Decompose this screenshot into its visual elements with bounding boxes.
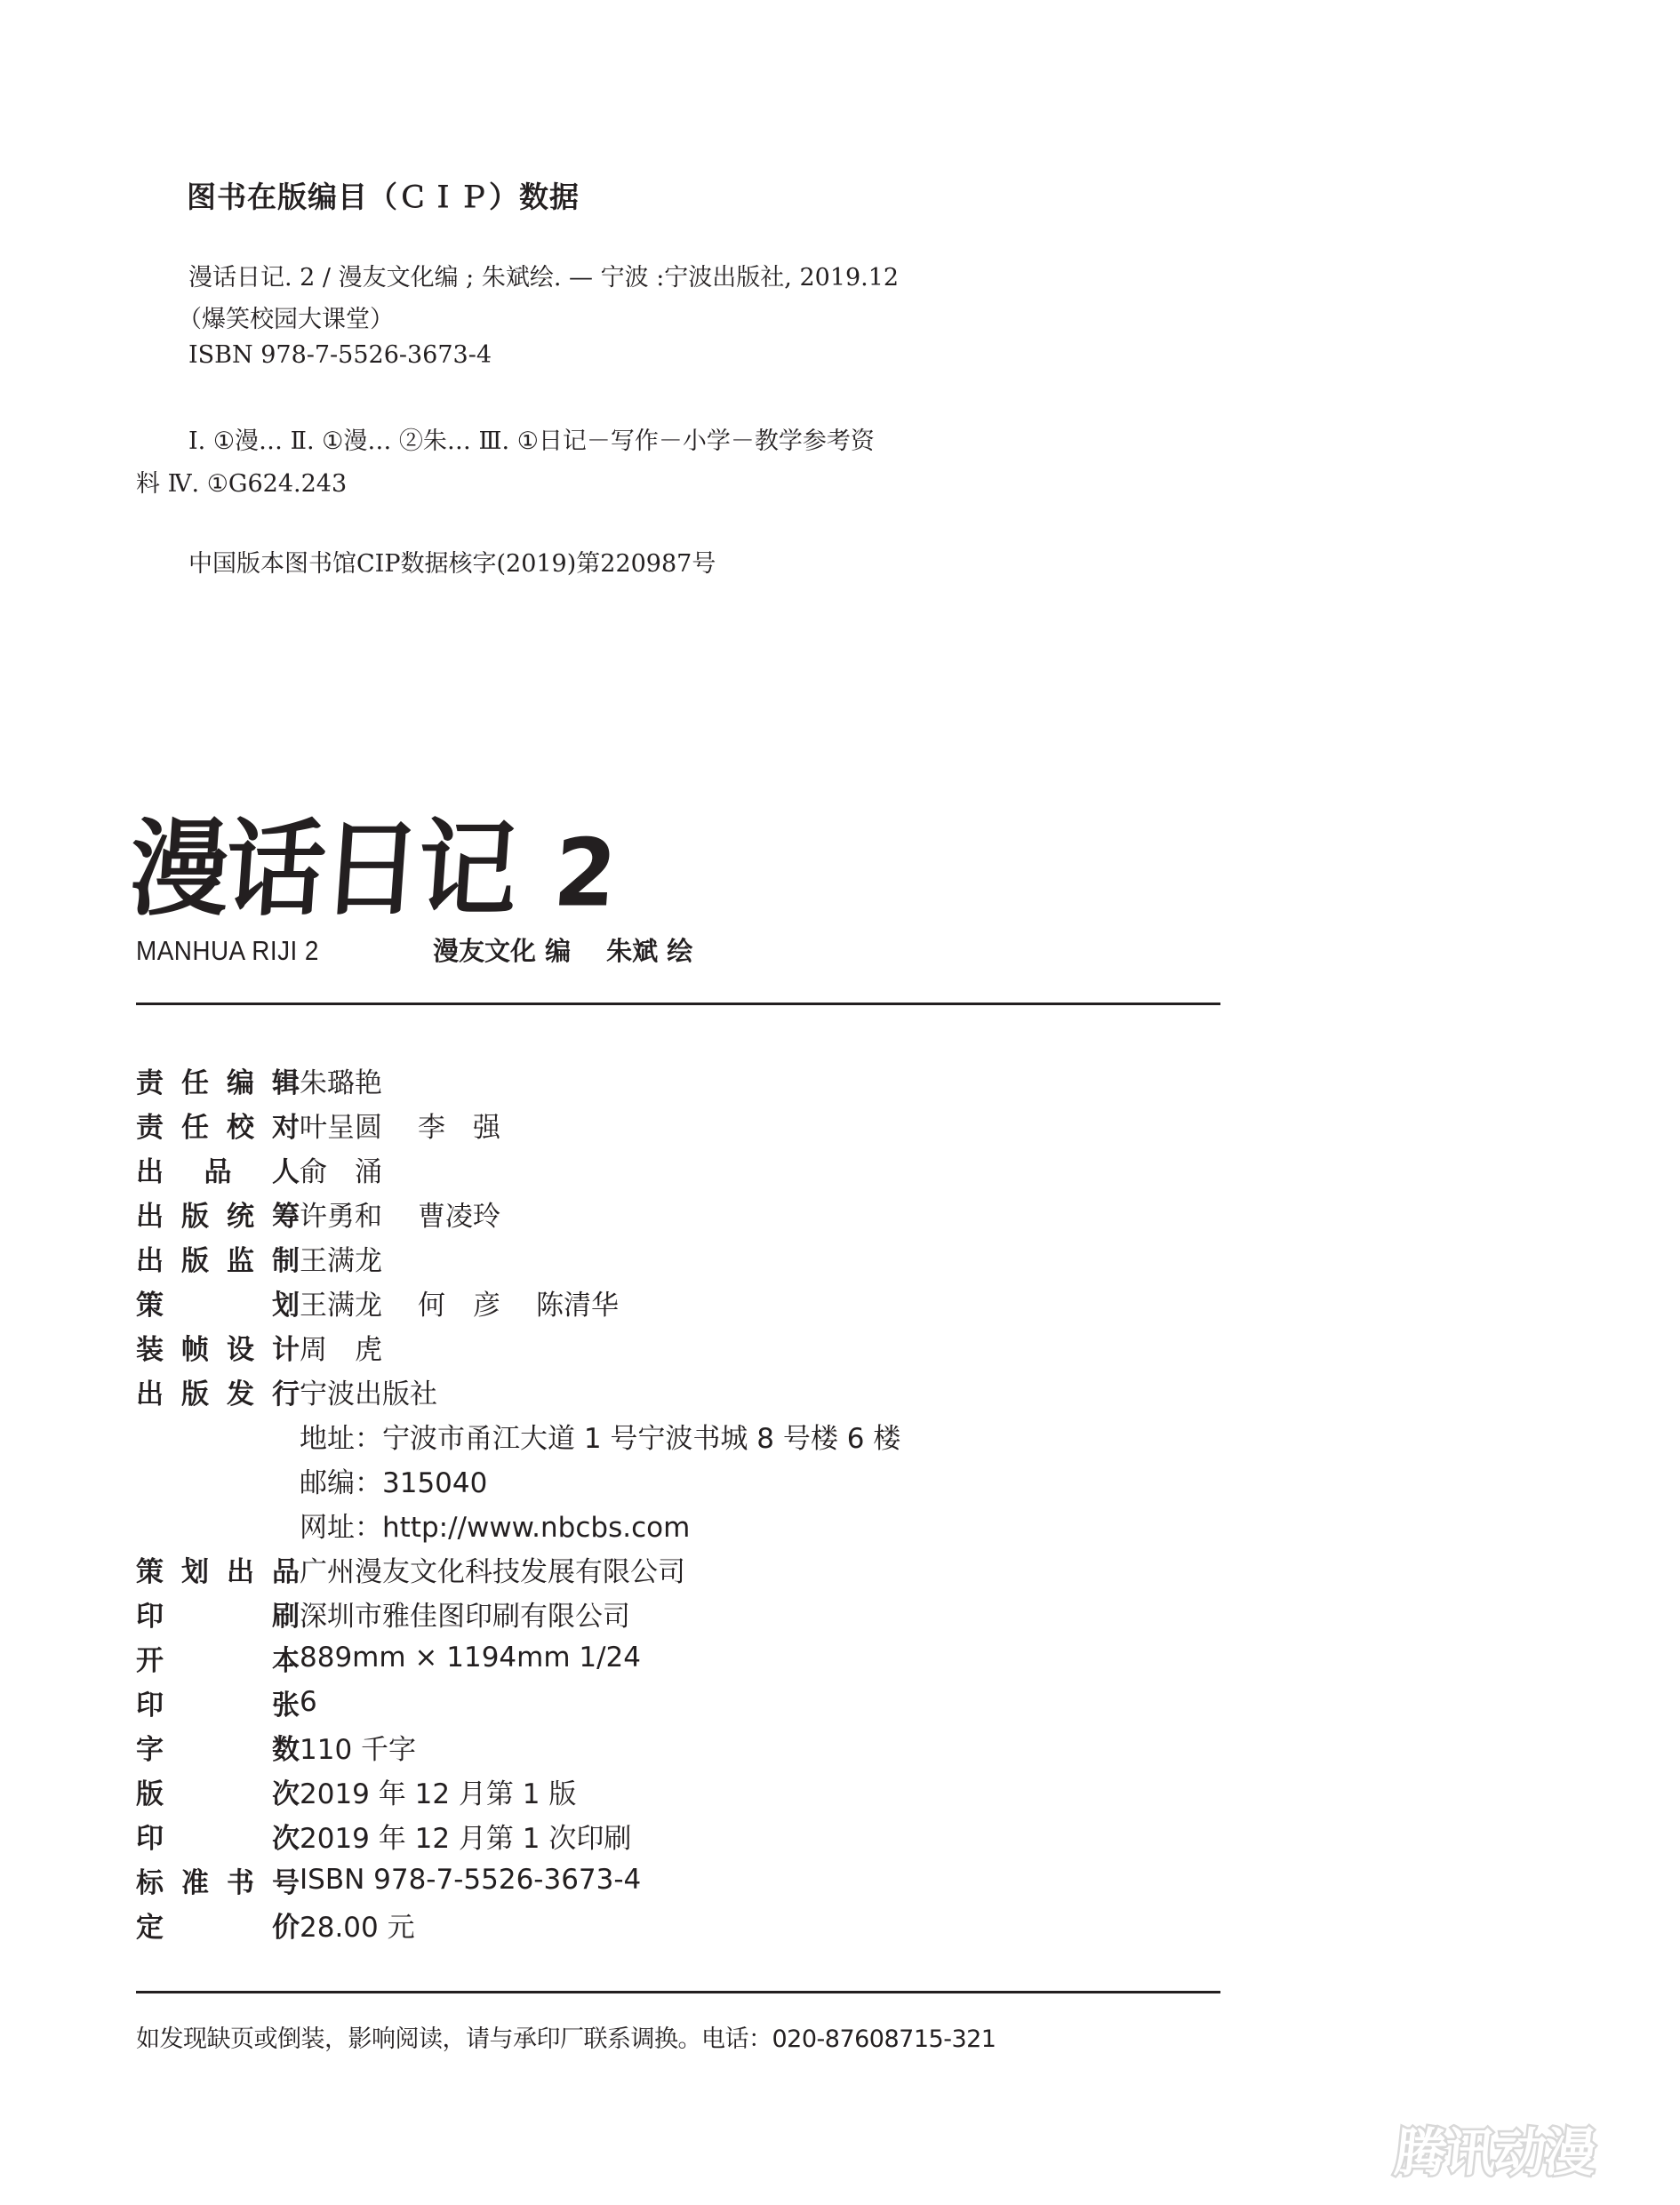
credit-label-char: 划 <box>181 1555 209 1588</box>
credit-value-item: 李 强 <box>418 1111 500 1144</box>
credit-label-char: 人 <box>272 1155 300 1188</box>
credit-label <box>136 1194 300 1234</box>
credit-row <box>136 1458 936 1502</box>
credit-label-char: 装 <box>136 1333 164 1366</box>
credit-label-char: 出 <box>136 1200 164 1233</box>
book-title-main: 漫话日记 <box>125 809 518 931</box>
credit-label-char: 划 <box>272 1289 300 1322</box>
credit-label-char: 品 <box>204 1155 232 1188</box>
title-editor: 漫友文化 编 <box>433 936 572 966</box>
credit-value-item: 许勇和 <box>300 1200 382 1233</box>
credit-value-item: 110 千字 <box>300 1733 417 1766</box>
credit-label <box>136 1905 300 1945</box>
title-illustrator: 朱斌 绘 <box>606 936 693 966</box>
credit-value-item: 地址：宁波市甬江大道 1 号宁波书城 8 号楼 6 楼 <box>300 1422 901 1455</box>
credit-label-char: 数 <box>272 1733 300 1766</box>
credit-value-item: 6 <box>300 1686 317 1718</box>
credits-list <box>136 1058 936 1946</box>
credit-label-char: 出 <box>227 1555 254 1588</box>
credit-value <box>300 1642 676 1674</box>
credit-label-char: 制 <box>272 1244 300 1277</box>
cip-series-line: （爆笑校园大课堂） <box>178 306 394 333</box>
credit-label-char: 设 <box>227 1333 254 1366</box>
credit-row <box>136 1635 936 1680</box>
credit-value <box>300 1905 451 1945</box>
credit-label-char: 次 <box>272 1822 300 1855</box>
credit-value <box>300 1149 418 1189</box>
credit-value <box>300 1238 418 1278</box>
credit-label <box>136 1149 300 1189</box>
credit-value-item: 网址：http://www.nbcbs.com <box>300 1511 691 1544</box>
credit-label <box>136 1105 300 1145</box>
credit-label-char: 刷 <box>272 1600 300 1633</box>
credit-row <box>136 1813 936 1857</box>
cip-title-line: 漫话日记. 2 / 漫友文化编 ; 朱斌绘. — 宁波 :宁波出版社, 2019.12 <box>188 264 900 292</box>
credit-value-item: 王满龙 <box>300 1289 382 1322</box>
credit-row <box>136 1235 936 1280</box>
cip-classification-2: 料 Ⅳ. ①G624.243 <box>136 470 348 498</box>
credit-label-char: 出 <box>136 1155 164 1188</box>
credit-value <box>300 1060 418 1100</box>
credit-value <box>300 1727 452 1767</box>
credit-label <box>136 1594 300 1634</box>
credit-row <box>136 1058 936 1102</box>
credit-label-char: 行 <box>272 1378 300 1410</box>
credit-label-char: 张 <box>272 1689 300 1722</box>
credit-value <box>300 1416 936 1456</box>
credit-label-char: 定 <box>136 1911 164 1944</box>
credit-row <box>136 1857 936 1902</box>
credit-value-item: 2019 年 12 月第 1 版 <box>300 1778 577 1810</box>
credit-value <box>300 1771 612 1811</box>
credit-label-char: 印 <box>136 1822 164 1855</box>
credit-label-char: 出 <box>136 1378 164 1410</box>
credit-label-char: 监 <box>227 1244 254 1277</box>
credit-label-char: 价 <box>272 1911 300 1944</box>
credit-label-char: 任 <box>181 1067 209 1099</box>
credit-row <box>136 1324 936 1369</box>
credit-label <box>136 1060 300 1100</box>
credit-value-item: ISBN 978-7-5526-3673-4 <box>300 1864 642 1896</box>
watermark-logo: 腾讯动漫 <box>1391 2122 1598 2183</box>
cip-record-number: 中国版本图书馆CIP数据核字(2019)第220987号 <box>188 550 716 578</box>
credit-label-char: 版 <box>181 1244 209 1277</box>
credit-value-item: 叶呈圆 <box>300 1111 382 1144</box>
credit-row <box>136 1191 936 1235</box>
top-rule <box>136 1003 1220 1005</box>
credit-label-char: 字 <box>136 1733 164 1766</box>
credit-row <box>136 1680 936 1724</box>
credit-value <box>300 1505 725 1545</box>
credit-value-item: 俞 涌 <box>300 1155 382 1188</box>
credit-label-char: 准 <box>181 1866 209 1899</box>
credit-label-char: 出 <box>136 1244 164 1277</box>
credit-label-char: 策 <box>136 1289 164 1322</box>
credit-label-char: 书 <box>227 1866 254 1899</box>
credit-label-char: 号 <box>272 1866 300 1899</box>
credit-label-char: 策 <box>136 1555 164 1588</box>
credit-label-char: 校 <box>227 1111 254 1144</box>
credit-value <box>300 1686 353 1718</box>
credit-value-item: 朱璐艳 <box>300 1067 382 1099</box>
credit-value <box>300 1327 418 1367</box>
credit-label-char: 版 <box>136 1778 164 1810</box>
credit-row <box>136 1502 936 1546</box>
credit-label-char: 标 <box>136 1866 164 1899</box>
credit-label-char: 责 <box>136 1067 164 1099</box>
credit-label-char: 统 <box>227 1200 254 1233</box>
credit-label-char: 对 <box>272 1111 300 1144</box>
credit-label-char: 计 <box>272 1333 300 1366</box>
credit-label-char: 版 <box>181 1378 209 1410</box>
credit-label-char: 发 <box>227 1378 254 1410</box>
credit-label-char: 帧 <box>181 1333 209 1366</box>
credit-label <box>136 1327 300 1367</box>
credit-label-char: 开 <box>136 1644 164 1677</box>
credit-label-char: 次 <box>272 1778 300 1810</box>
credit-value <box>300 1549 721 1589</box>
credit-value <box>300 1371 473 1411</box>
credit-value <box>300 1460 523 1500</box>
cip-heading: 图书在版编目（ＣＩＰ）数据 <box>187 180 580 214</box>
credit-value-item: 王满龙 <box>300 1244 382 1277</box>
credit-value <box>300 1105 536 1145</box>
credit-row <box>136 1369 936 1413</box>
credit-value <box>300 1594 666 1634</box>
credit-label <box>136 1816 300 1856</box>
credit-row <box>136 1769 936 1813</box>
credit-label <box>136 1638 300 1678</box>
replacement-notice: 如发现缺页或倒装，影响阅读，请与承印厂联系调换。电话：020-87608715-321 <box>136 2025 996 2053</box>
credit-value <box>300 1864 676 1896</box>
credit-label-char: 辑 <box>272 1067 300 1099</box>
subtitle-row <box>136 931 692 968</box>
credit-row <box>136 1413 936 1458</box>
credit-value-item: 陈清华 <box>536 1289 619 1322</box>
credit-row <box>136 1724 936 1769</box>
credit-label-char: 印 <box>136 1600 164 1633</box>
credit-value-item: 邮编：315040 <box>300 1466 488 1499</box>
credit-label-char: 筹 <box>272 1200 300 1233</box>
credit-label <box>136 1371 300 1411</box>
credit-label <box>136 1282 300 1322</box>
cip-isbn-line: ISBN 978-7-5526-3673-4 <box>188 341 492 369</box>
title-pinyin: MANHUA RIJI 2 <box>136 935 319 966</box>
credit-label <box>136 1682 300 1722</box>
credit-label-char: 任 <box>181 1111 209 1144</box>
credit-value-item: 广州漫友文化科技发展有限公司 <box>300 1555 685 1588</box>
credit-value-item: 889mm × 1194mm 1/24 <box>300 1642 642 1674</box>
credit-label <box>136 1860 300 1900</box>
credit-label <box>136 1549 300 1589</box>
credit-row <box>136 1102 936 1146</box>
credit-value <box>300 1282 654 1322</box>
credit-label <box>136 1238 300 1278</box>
credit-label <box>136 1727 300 1767</box>
credit-label-char: 编 <box>227 1067 254 1099</box>
cip-classification-1: Ⅰ. ①漫… Ⅱ. ①漫… ②朱… Ⅲ. ①日记－写作－小学－教学参考资 <box>188 427 875 455</box>
credit-value-item: 宁波出版社 <box>300 1378 437 1410</box>
credit-row <box>136 1280 936 1324</box>
credit-label-char: 本 <box>272 1644 300 1677</box>
book-title-volume: 2 <box>550 819 617 928</box>
credit-row <box>136 1902 936 1946</box>
credit-value <box>300 1194 536 1234</box>
credit-value-item: 28.00 元 <box>300 1911 415 1944</box>
credit-value <box>300 1816 667 1856</box>
credit-row <box>136 1591 936 1635</box>
credit-value-item: 曹凌玲 <box>418 1200 500 1233</box>
credit-label-char: 印 <box>136 1689 164 1722</box>
credit-value-item: 何 彦 <box>418 1289 500 1322</box>
credit-value-item: 2019 年 12 月第 1 次印刷 <box>300 1822 632 1855</box>
credit-label-char: 责 <box>136 1111 164 1144</box>
bottom-rule <box>136 1991 1220 1993</box>
credit-row <box>136 1146 936 1191</box>
credit-label <box>136 1771 300 1811</box>
credit-value-item: 周 虎 <box>300 1333 382 1366</box>
credit-row <box>136 1546 936 1591</box>
credit-label-char: 版 <box>181 1200 209 1233</box>
book-title <box>125 809 617 931</box>
credit-value-item: 深圳市雅佳图印刷有限公司 <box>300 1600 630 1633</box>
credit-label-char: 品 <box>272 1555 300 1588</box>
